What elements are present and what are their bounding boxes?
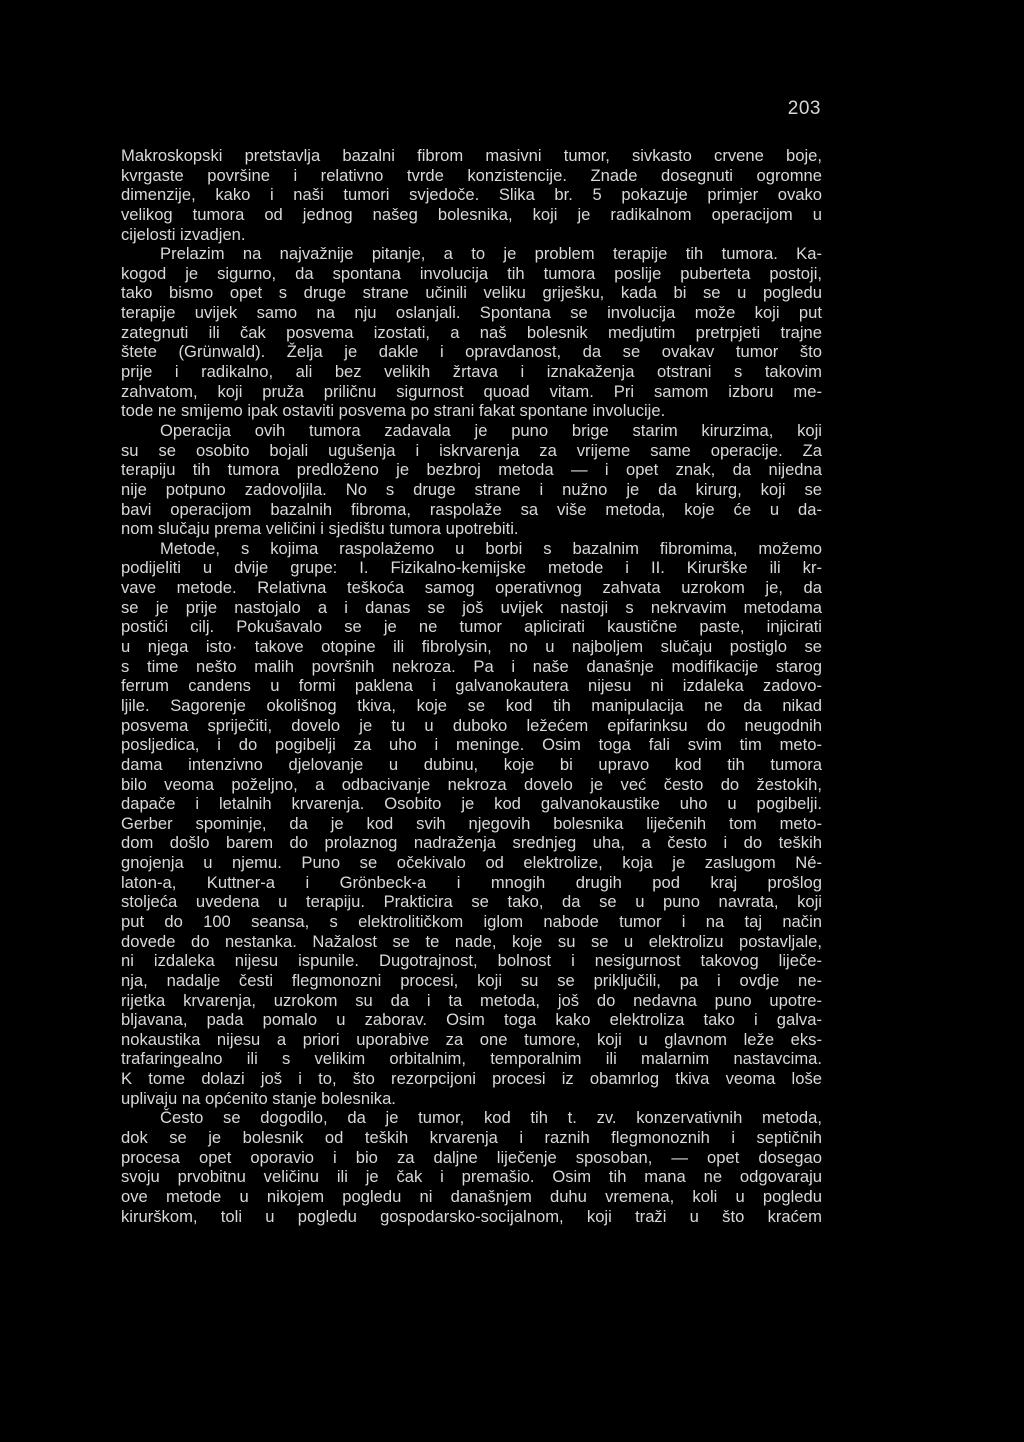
text-line: se je prije nastojalo a i danas se još uvijek nastoji s nekrvavim metodama (121, 597, 822, 617)
text-line: u njega isto· takove otopine ili fibrolysin, no u najboljem slučaju postiglo se (121, 637, 822, 657)
text-line: zahvatom, koji pruža priličnu sigurnost quoad vitam. Pri samom izboru me- (121, 381, 822, 401)
text-line: su se osobito bojali ugušenja i iskrvarenja za vrijeme same operacije. Za (121, 440, 822, 460)
text-line: kirurškom, toli u pogledu gospodarsko-socijalnom, koji traži u što kraćem (121, 1206, 822, 1226)
body-text (121, 146, 822, 1226)
text-line: bilo veoma poželjno, a odbacivanje nekroza dovelo je već često do žestokih, (121, 774, 822, 794)
text-line: bljavana, pada pomalo u zaborav. Osim toga kako elektroliza tako i galva- (121, 1010, 822, 1030)
text-line: stoljeća uvedena u terapiju. Prakticira se tako, da se u puno navrata, koji (121, 892, 822, 912)
text-line: ljile. Sagorenje okolišnog tkiva, koje se kod tih manipulacija ne da nikad (121, 695, 822, 715)
text-line: procesa opet oporavio i bio za daljne liječenje sposoban, — opet dosegao (121, 1147, 822, 1167)
text-line: s time nešto malih površnih nekroza. Pa i naše današnje modifikacije starog (121, 656, 822, 676)
text-line: K tome dolazi još i to, što rezorpcijoni procesi iz obamrlog tkiva veoma loše (121, 1069, 822, 1089)
text-line: rijetka krvarenja, uzrokom su da i ta metoda, još do nedavna puno upotre- (121, 990, 822, 1010)
text-line: cijelosti izvadjen. (121, 224, 246, 244)
text-line: dapače i letalnih krvarenja. Osobito je kod galvanokaustike uho u pogibelji. (121, 794, 822, 814)
text-line: prije i radikalno, ali bez velikih žrtava i iznakaženja otstrani s takovim (121, 362, 822, 382)
text-line: put do 100 seansa, s elektrolitičkom iglom nabode tumor i na taj način (121, 911, 822, 931)
text-line: Često se dogodilo, da je tumor, kod tih t. zv. konzervativnih metoda, (160, 1108, 822, 1128)
text-line: gnojenja u njemu. Puno se očekivalo od elektrolize, koja je zaslugom Né- (121, 853, 822, 873)
text-line: nokaustika nijesu a priori uporabive za one tumore, koji u glavnom leže eks- (121, 1029, 822, 1049)
text-line: ove metode u nikojem pogledu ni današnjem duhu vremena, koli u pogledu (121, 1186, 822, 1206)
text-line: dama intenzivno djelovanje u dubinu, koje bi upravo kod tih tumora (121, 754, 822, 774)
text-line: dimenzije, kako i naši tumori svjedoče. Slika br. 5 pokazuje primjer ovako (121, 185, 822, 205)
text-line: tako bismo opet s druge strane učinili veliku griješku, kada bi se u pogledu (121, 283, 822, 303)
text-line: ni izdaleka nijesu ispunile. Dugotrajnost, bolnost i nesigurnost takovog liječe- (121, 951, 822, 971)
text-line: terapiju tih tumora predloženo je bezbroj metoda — i opet znak, da nijedna (121, 460, 822, 480)
text-line: kvrgaste površine i relativno tvrde konzistencije. Znade dosegnuti ogromne (121, 165, 822, 185)
text-line: zategnuti ili čak posvema izostati, a naš bolesnik medjutim pretrpjeti trajne (121, 322, 822, 342)
text-line: Makroskopski pretstavlja bazalni fibrom masivni tumor, sivkasto crvene boje, (121, 146, 822, 165)
text-line: dok se je bolesnik od teških krvarenja i raznih flegmonoznih i septičnih (121, 1128, 822, 1148)
text-line: Metode, s kojima raspolažemo u borbi s bazalnim fibromima, možemo (160, 538, 822, 558)
text-line: štete (Grünwald). Želja je dakle i opravdanost, da se ovakav tumor što (121, 342, 822, 362)
text-line: vave metode. Relativna teškoća samog operativnog zahvata uzrokom je, da (121, 578, 822, 598)
text-line: laton-a, Kuttner-a i Grönbeck-a i mnogih drugih pod kraj prošlog (121, 872, 822, 892)
text-line: velikog tumora od jednog našeg bolesnika, koji je radikalnom operacijom u (121, 204, 822, 224)
page-number: 203 (787, 98, 821, 119)
text-line: posljedica, i do pogibelji za uho i meninge. Osim toga fali svim tim meto- (121, 735, 822, 755)
text-line: nja, nadalje česti flegmonozni procesi, koji su se priključili, pa i ovdje ne- (121, 970, 822, 990)
text-line: ferrum candens u formi paklena i galvanokautera nijesu ni izdaleka zadovo- (121, 676, 822, 696)
text-line: uplivaju na općenito stanje bolesnika. (121, 1088, 396, 1108)
text-line: bavi operacijom bazalnih fibroma, raspolaže sa više metoda, koje će u da- (121, 499, 822, 519)
text-line: tode ne smijemo ipak ostaviti posvema po strani fakat spontane involucije. (121, 401, 666, 421)
text-line: kogod je sigurno, da spontana involucija tih tumora poslije puberteta postoji, (121, 263, 822, 283)
text-line: dovede do nestanka. Nažalost se te nade, koje su se u elektrolizu postavljale, (121, 931, 822, 951)
text-line: svoju prvobitnu veličinu ili je čak i premašio. Osim tih mana ne odgovaraju (121, 1167, 822, 1187)
text-line: Gerber spominje, da je kod svih njegovih bolesnika liječenih tom meto- (121, 813, 822, 833)
text-line: Prelazim na najvažnije pitanje, a to je problem terapije tih tumora. Ka- (160, 244, 822, 264)
text-line: nije potpuno zadovoljila. No s druge strane i nužno je da kirurg, koji se (121, 479, 822, 499)
text-line: postići cilj. Pokušavalo se je ne tumor aplicirati kaustične paste, injicirati (121, 617, 822, 637)
text-line: terapije uvijek samo na nju oslanjali. Spontana se involucija može koji put (121, 303, 822, 323)
text-line: posvema spriječiti, dovelo je tu u duboko ležećem epifarinksu do neugodnih (121, 715, 822, 735)
text-line: dom došlo barem do prolaznog nadraženja srednjeg uha, a često i do teških (121, 833, 822, 853)
text-line: trafaringealno ili s velikim orbitalnim, temporalnim ili malarnim nastavcima. (121, 1049, 822, 1069)
text-line: nom slučaju prema veličini i sjedištu tumora upotrebiti. (121, 519, 519, 539)
text-line: podijeliti u dvije grupe: I. Fizikalno-kemijske metode i II. Kirurške ili kr- (121, 558, 822, 578)
text-line: Operacija ovih tumora zadavala je puno brige starim kirurzima, koji (160, 420, 822, 440)
